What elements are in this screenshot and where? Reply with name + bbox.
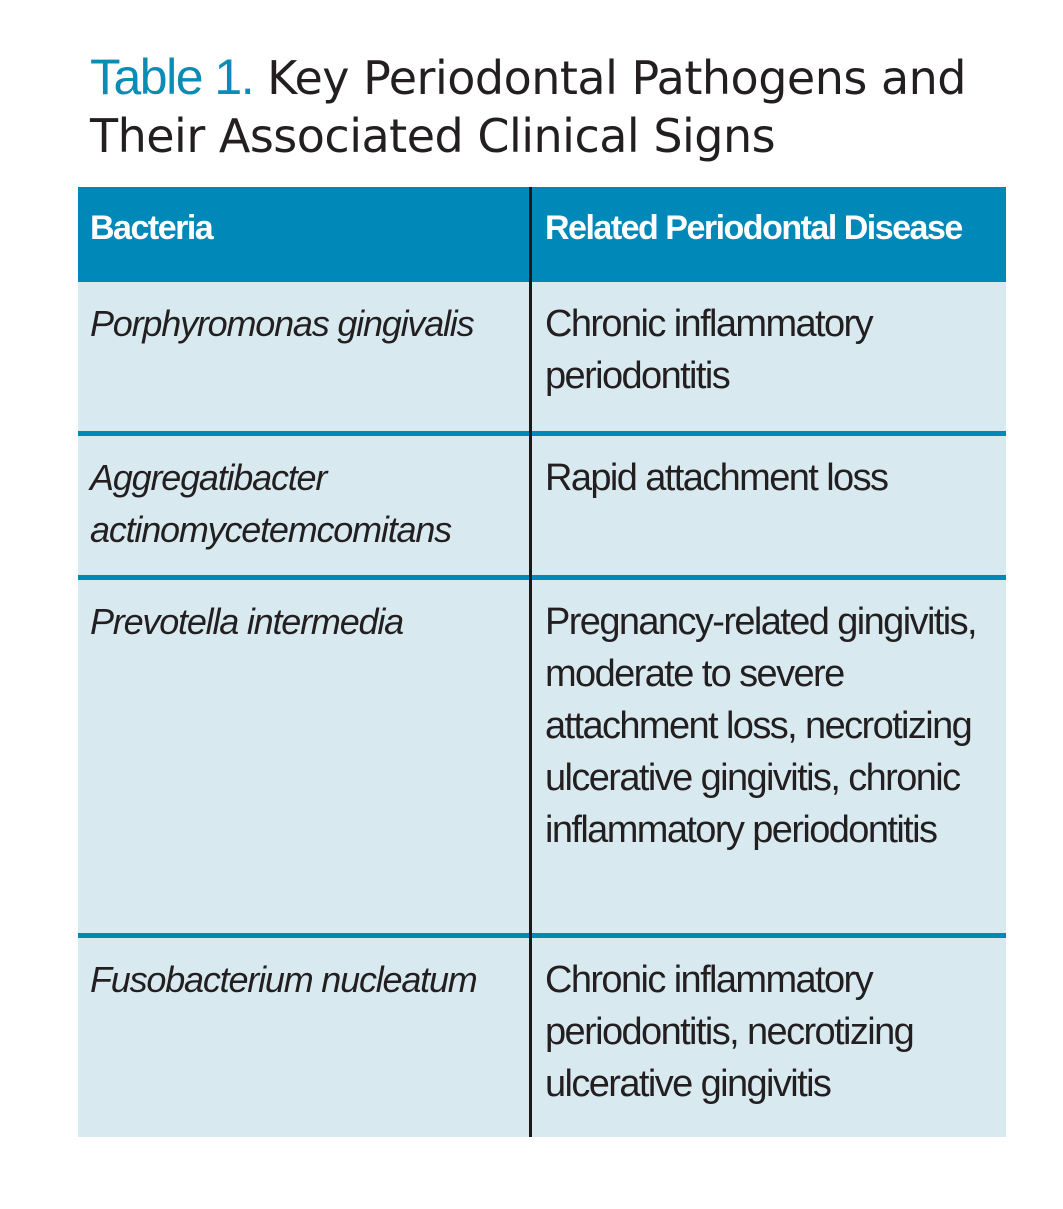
bacteria-cell: Porphyromonas gingivalis — [90, 303, 474, 344]
header-related-disease: Related Periodontal Disease — [545, 209, 962, 247]
bacteria-cell: Prevotella intermedia — [90, 601, 403, 642]
table-row — [78, 580, 1006, 933]
disease-cell: Chronic inflammatory periodontitis — [545, 303, 872, 397]
table-title-text: Key Periodontal Pathogens and Their Associated Clinical Signs — [90, 51, 966, 163]
column-divider — [529, 187, 532, 1137]
pathogen-table — [78, 187, 1006, 1137]
table-title — [90, 48, 1020, 165]
disease-cell: Rapid attachment loss — [545, 457, 888, 499]
table-row — [78, 436, 1006, 576]
table-header-row — [78, 187, 1006, 282]
table-title-label: Table 1. — [90, 49, 254, 105]
header-bacteria: Bacteria — [90, 209, 213, 247]
bacteria-cell: Fusobacterium nucleatum — [90, 959, 477, 1000]
bacteria-cell: Aggregatibacter actinomycetemcomitans — [90, 457, 451, 550]
disease-cell: Pregnancy-related gingivitis, moderate to severe attachment loss, necrotizing ulcerative gingivitis, chronic inflammatory periodontitis — [545, 601, 976, 851]
table-row — [78, 938, 1006, 1137]
disease-cell: Chronic inflammatory periodontitis, necrotizing ulcerative gingivitis — [545, 959, 914, 1105]
table-row — [78, 282, 1006, 431]
